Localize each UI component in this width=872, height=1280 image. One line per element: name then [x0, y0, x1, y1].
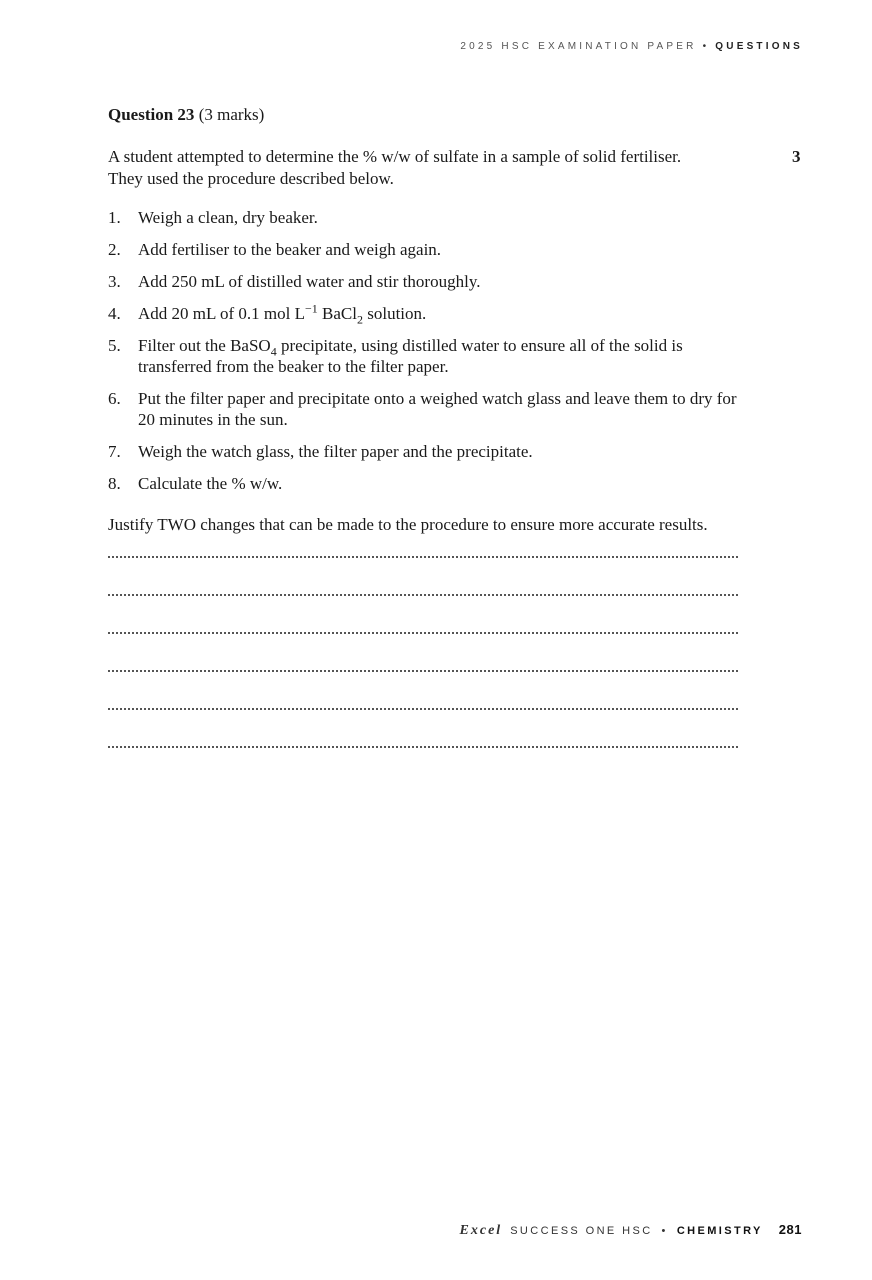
intro-line-2: They used the procedure described below. [108, 169, 394, 188]
brand-logo: Excel [459, 1223, 503, 1238]
running-header [460, 41, 803, 52]
page-number: 281 [778, 1222, 802, 1237]
procedure-step [108, 473, 738, 494]
subscript: 2 [356, 312, 363, 327]
step-text-part: BaCl [317, 304, 357, 323]
superscript: −1 [305, 301, 318, 316]
header-title: 2025 HSC EXAMINATION PAPER [460, 41, 697, 52]
header-section: QUESTIONS [715, 41, 803, 52]
question-title [108, 104, 738, 126]
answer-line[interactable] [108, 669, 738, 672]
answer-line[interactable] [108, 745, 738, 748]
step-text [138, 301, 427, 327]
marks-margin: 3 [792, 147, 801, 166]
step-number: 7. [108, 442, 121, 461]
step-text: Add 250 mL of distilled water and stir thoroughly. [138, 272, 481, 291]
step-text: Weigh a clean, dry beaker. [138, 208, 318, 227]
step-text-part: solution. [362, 304, 427, 323]
question-number: Question 23 [108, 105, 195, 124]
footer-series: SUCCESS ONE HSC [510, 1225, 653, 1237]
step-number: 2. [108, 240, 121, 259]
question-body [108, 104, 738, 783]
answer-area[interactable] [108, 555, 738, 748]
step-text: Put the filter paper and precipitate onto a weighed watch glass and leave them to dry for 20 minutes in the sun. [138, 389, 737, 429]
step-number: 8. [108, 474, 121, 493]
step-number: 6. [108, 389, 121, 408]
step-text: Calculate the % w/w. [138, 474, 283, 493]
procedure-steps [108, 207, 738, 494]
answer-line[interactable] [108, 631, 738, 634]
step-text-part: Filter out the BaSO [138, 336, 271, 355]
task-instruction: Justify TWO changes that can be made to the procedure to ensure more accurate results. [108, 515, 708, 534]
answer-line[interactable] [108, 707, 738, 710]
intro-line-1: A student attempted to determine the % w/w of sulfate in a sample of solid fertiliser. [108, 147, 682, 166]
procedure-step [108, 335, 738, 377]
answer-line[interactable] [108, 593, 738, 596]
step-text: Weigh the watch glass, the filter paper and the precipitate. [138, 442, 533, 461]
procedure-step [108, 271, 738, 292]
question-intro [108, 146, 738, 190]
footer-separator: • [661, 1225, 668, 1237]
step-number: 4. [108, 304, 121, 323]
subscript: 4 [270, 344, 277, 359]
question-marks: (3 marks) [198, 105, 265, 124]
procedure-step [108, 239, 738, 260]
step-text-part: Add 20 mL of 0.1 mol L [138, 304, 305, 323]
step-text: Add fertiliser to the beaker and weigh again. [138, 240, 442, 259]
procedure-step [108, 301, 738, 327]
step-number: 5. [108, 336, 121, 355]
running-footer [460, 1222, 802, 1239]
step-text [138, 336, 683, 376]
step-text-part: precipitate, using distilled water to ensure all of the solid is transferred from the beaker to the filter paper. [138, 336, 683, 376]
procedure-step [108, 207, 738, 228]
header-separator: • [702, 41, 710, 52]
procedure-step [108, 388, 738, 430]
procedure-step [108, 441, 738, 462]
answer-line[interactable] [108, 555, 738, 558]
step-number: 1. [108, 208, 121, 227]
footer-subject: CHEMISTRY [676, 1225, 763, 1237]
step-number: 3. [108, 272, 121, 291]
